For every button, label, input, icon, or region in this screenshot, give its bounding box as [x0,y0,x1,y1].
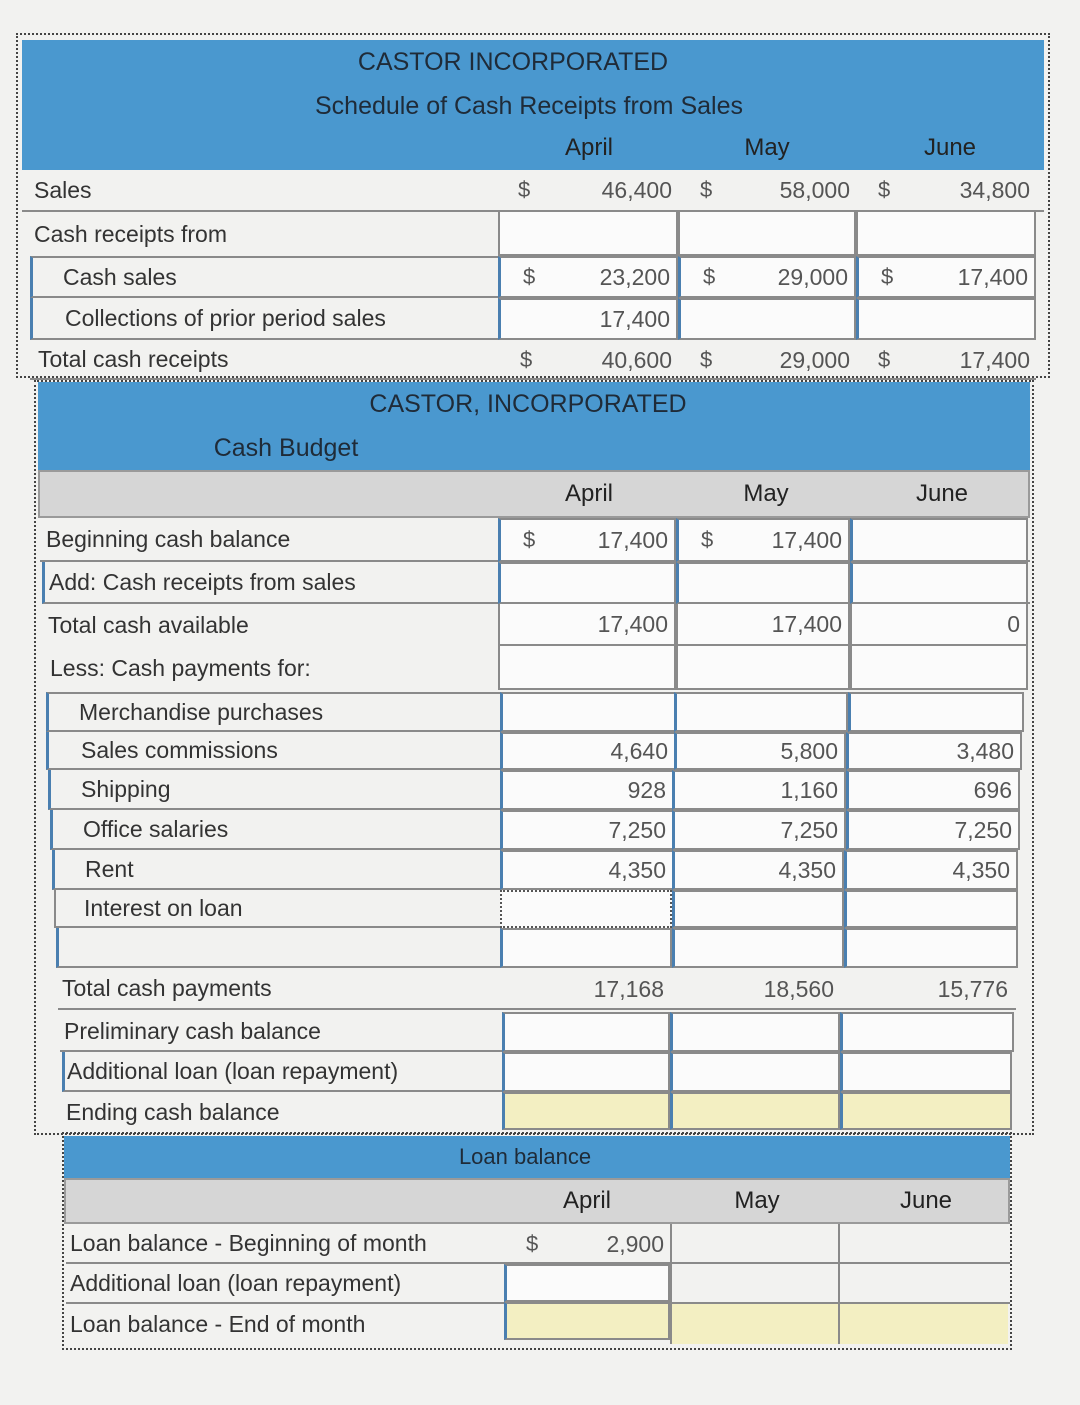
budget-title: Cash Budget [38,426,1030,470]
total-receipts-label: Total cash receipts [38,345,229,372]
sales-june-value: 34,800 [959,176,1030,203]
sales-may-currency: $ [700,177,713,202]
less-payments-june [850,646,1028,690]
additional-loan-label: Additional loan (loan repayment) [67,1057,399,1084]
commissions-june[interactable] [846,732,1022,770]
loan-additional-april[interactable] [504,1264,670,1302]
sales-may [678,170,856,210]
preliminary-april[interactable] [502,1012,670,1052]
total-payments-june [840,968,1014,1010]
cash-sales-april-value: 23,200 [599,263,670,290]
cash-sales-may[interactable] [678,256,856,298]
loan-beginning-april [504,1224,670,1264]
commissions-april-value: 4,640 [610,737,668,764]
cash-receipts-from-label: Cash receipts from [34,220,228,247]
total-receipts-may [678,340,856,380]
additional-loan-may[interactable] [670,1052,840,1092]
commissions-april[interactable] [500,732,676,770]
office-june-value: 7,250 [954,816,1012,843]
sales-june [856,170,1036,210]
preliminary-may[interactable] [670,1012,840,1052]
less-payments-april [498,646,676,690]
blank-payment-may[interactable] [672,928,844,968]
shipping-april[interactable] [500,770,674,810]
receipts-month-header [22,126,1044,170]
office-may-value: 7,250 [780,816,838,843]
loan-month-june: June [899,1187,953,1214]
ending-cash-april[interactable] [502,1092,670,1130]
less-payments-label: Less: Cash payments for: [50,654,311,681]
loan-beginning-label: Loan balance - Beginning of month [70,1229,427,1256]
receipts-sales-row [22,170,1044,212]
loan-end-april[interactable] [504,1302,670,1340]
rent-label: Rent [85,855,134,882]
sales-june-currency: $ [878,177,891,202]
rent-may-value: 4,350 [778,856,836,883]
add-receipts-may[interactable] [676,562,850,604]
office-june[interactable] [846,810,1020,850]
sales-april-value: 46,400 [601,176,672,203]
blank-payment-june[interactable] [844,928,1018,968]
beginning-cash-april-currency: $ [523,527,536,552]
shipping-may[interactable] [672,770,846,810]
receipts-company-title: CASTOR INCORPORATED [22,40,1044,84]
commissions-may-value: 5,800 [780,737,838,764]
total-payments-april [500,968,670,1010]
cash-sales-june[interactable] [856,256,1036,298]
total-available-april-value: 17,400 [597,610,668,637]
add-receipts-label: Add: Cash receipts from sales [49,568,356,595]
office-may[interactable] [672,810,846,850]
interest-june[interactable] [844,890,1018,928]
total-payments-label: Total cash payments [62,974,272,1001]
budget-month-header [38,470,1030,518]
interest-may[interactable] [672,890,844,928]
loan-month-header [64,1178,1010,1224]
total-receipts-april-value: 40,600 [601,346,672,373]
merch-june[interactable] [848,692,1024,732]
total-receipts-may-currency: $ [700,347,713,372]
receipts-month-april: April [564,134,613,161]
beginning-cash-june[interactable] [850,518,1028,562]
total-receipts-may-value: 29,000 [779,346,850,373]
rent-june-value: 4,350 [952,856,1010,883]
loan-additional-june [838,1264,1008,1304]
merch-april[interactable] [500,692,676,732]
loan-additional-may [670,1264,838,1304]
cash-sales-april-currency: $ [523,264,536,289]
total-available-april [498,604,676,646]
additional-loan-june[interactable] [840,1052,1012,1092]
ending-cash-june[interactable] [840,1092,1012,1130]
rent-june[interactable] [844,850,1018,890]
office-april-value: 7,250 [608,816,666,843]
beginning-cash-may-currency: $ [701,527,714,552]
less-payments-may [676,646,850,690]
receipts-month-may: May [744,134,790,161]
beginning-cash-april-value: 17,400 [597,526,668,553]
budget-company-title: CASTOR, INCORPORATED [38,382,1030,426]
loan-additional-label: Additional loan (loan repayment) [70,1269,402,1296]
collections-april-value: 17,400 [599,305,670,332]
preliminary-june[interactable] [840,1012,1014,1052]
total-receipts-june [856,340,1036,380]
receipts-from-june [856,212,1036,256]
interest-label: Interest on loan [84,894,243,921]
total-payments-april-value: 17,168 [593,975,664,1002]
blank-payment-april[interactable] [500,928,672,968]
cash-sales-june-value: 17,400 [957,263,1028,290]
cash-sales-may-currency: $ [703,264,716,289]
sales-april-currency: $ [518,177,531,202]
additional-loan-april[interactable] [502,1052,670,1092]
total-available-label: Total cash available [48,611,249,638]
ending-cash-label: Ending cash balance [66,1098,280,1125]
shipping-label: Shipping [81,775,171,802]
cash-sales-label: Cash sales [63,263,177,290]
loan-month-may: May [734,1187,780,1214]
receipts-from-row [22,212,1044,256]
total-receipts-june-currency: $ [878,347,891,372]
add-receipts-april[interactable] [498,562,676,604]
merch-label: Merchandise purchases [79,698,324,725]
beginning-cash-label: Beginning cash balance [46,525,291,552]
commissions-label: Sales commissions [81,736,278,763]
total-receipts-june-value: 17,400 [959,346,1030,373]
shipping-april-value: 928 [627,776,666,803]
commissions-june-value: 3,480 [956,737,1014,764]
total-available-june [850,604,1028,646]
loan-beginning-april-value: 2,900 [606,1230,664,1257]
budget-month-april: April [564,480,613,507]
collections-june[interactable] [856,298,1036,340]
office-april[interactable] [500,810,674,850]
receipts-from-may [678,212,856,256]
collections-may[interactable] [678,298,856,340]
rent-april[interactable] [500,850,674,890]
shipping-may-value: 1,160 [780,776,838,803]
loan-beginning-may [670,1224,838,1264]
collections-label: Collections of prior period sales [65,304,386,331]
shipping-june-value: 696 [973,776,1012,803]
add-receipts-june[interactable] [850,562,1028,604]
total-payments-may [670,968,840,1010]
cash-sales-april[interactable] [498,256,678,298]
merch-may[interactable] [674,692,848,732]
rent-april-value: 4,350 [608,856,666,883]
shipping-june[interactable] [846,770,1020,810]
loan-month-april: April [562,1187,611,1214]
cash-sales-june-currency: $ [881,264,894,289]
budget-month-may: May [743,480,789,507]
office-label: Office salaries [83,815,229,842]
loan-beginning-april-currency: $ [526,1231,539,1256]
total-payments-june-value: 15,776 [937,975,1008,1002]
cash-sales-may-value: 29,000 [777,263,848,290]
sales-label: Sales [34,176,92,203]
total-payments-may-value: 18,560 [763,975,834,1002]
total-receipts-april [498,340,678,380]
loan-end-june [838,1304,1008,1344]
total-available-may-value: 17,400 [771,610,842,637]
collections-april[interactable] [498,298,678,340]
budget-month-june: June [915,480,969,507]
commissions-may[interactable] [674,732,846,770]
loan-end-label: Loan balance - End of month [70,1310,366,1337]
loan-end-may [670,1304,838,1344]
beginning-cash-april[interactable] [498,518,676,562]
rent-may[interactable] [672,850,844,890]
preliminary-label: Preliminary cash balance [64,1017,321,1044]
receipts-from-april [498,212,678,256]
total-available-may [676,604,850,646]
total-available-june-value: 0 [1007,610,1020,637]
beginning-cash-may-value: 17,400 [771,526,842,553]
loan-beginning-june [838,1224,1008,1264]
interest-april[interactable] [500,890,672,928]
sales-april [496,170,678,210]
total-receipts-april-currency: $ [520,347,533,372]
receipts-month-june: June [923,134,977,161]
receipts-schedule-title: Schedule of Cash Receipts from Sales [22,84,1044,126]
ending-cash-may[interactable] [670,1092,840,1130]
beginning-cash-may[interactable] [676,518,850,562]
loan-title-bar: Loan balance [64,1136,1010,1178]
sales-may-value: 58,000 [779,176,850,203]
